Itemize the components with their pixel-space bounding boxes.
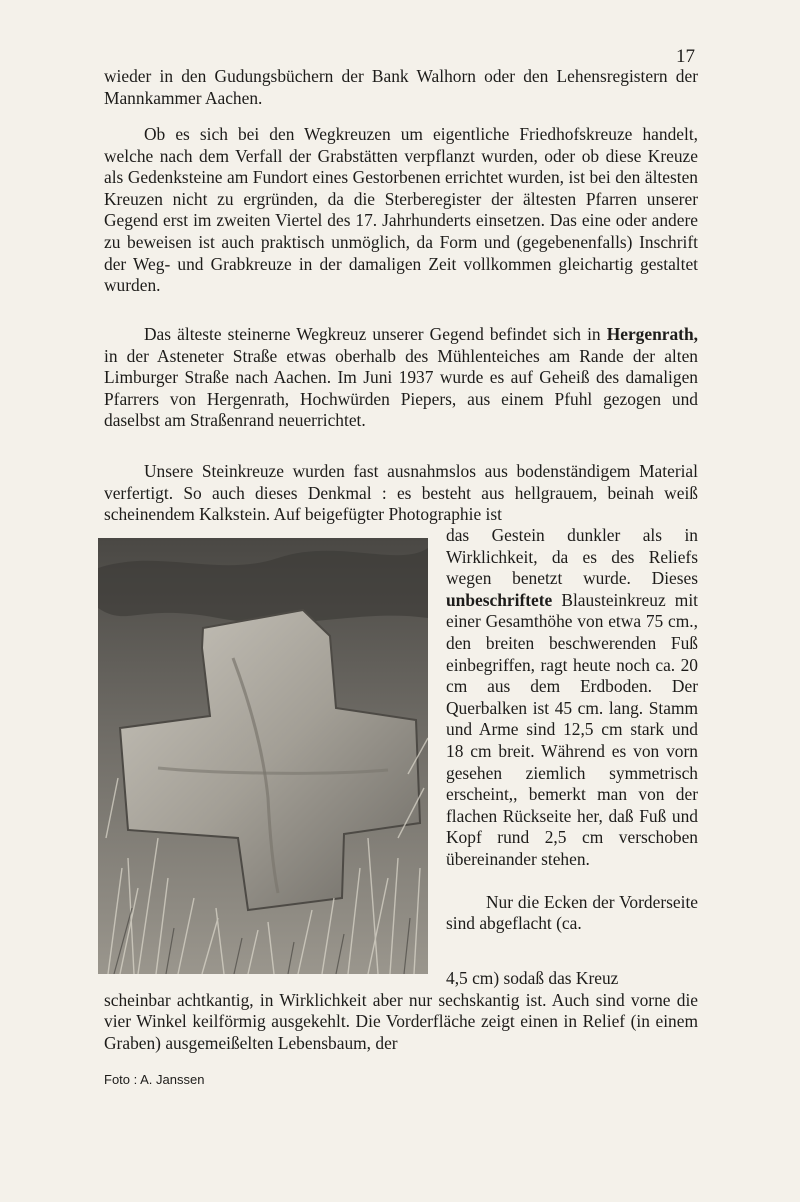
side-text-start: das Gestein dunkler als in Wirklichkeit, da es des Reliefs wegen benetzt wurde. Dieses [446, 525, 698, 589]
paragraph-3-end: in der Asteneter Straße etwas oberhalb des Mühlenteiches am Rande der alten Limburger Straße nach Aachen. Im Juni 1937 wurde es auf Geheiß des damaligen Pfarrers von Hergenrath, Hochwürden Piepers, aus einem Pfuhl gezogen und daselbst am Straßenrand neuerrichtet. [104, 345, 698, 431]
side-text-end: Blausteinkreuz mit einer Gesamthöhe von etwa 75 cm., den breiten beschwerenden Fuß einbegriffen, ragt heute noch ca. 20 cm aus dem Erdboden. Der Querbalken ist 45 cm. lang. Stamm und Arme sind 12,5 cm stark und 18 cm breit. Während es von vorn gesehen ziemlich symmetrisch erscheint,, bemerkt man von der flachen Rückseite her, daß Fuß und Kopf rund 2,5 cm verschoben übereinander stehen. [446, 589, 698, 869]
paragraph-2: Ob es sich bei den Wegkreuzen um eigentliche Friedhofskreuze handelt, welche nach dem Verfall der Grabstätten verpflanzt wurden, oder ob diese Kreuze als Gedenksteine am Fundort eines Gestorbenen errichtet wurden, ist bei den ältesten Kreuzen nicht zu ergründen, da die Sterberegister der ältesten Pfarren unserer Gegend erst im zweiten Viertel des 17. Jahrhunderts einsetzen. Das eine oder andere zu beweisen ist auch praktisch unmöglich, da Form und (gegebenenfalls) Inschrift der Weg- und Grabkreuze in der damaligen Zeit vollkommen gleichartig gestaltet wurden. [104, 124, 698, 296]
page-number: 17 [676, 46, 695, 67]
stone-cross-image [98, 538, 428, 974]
unbeschriftete-bold: unbeschriftete [446, 589, 553, 610]
side-column-text [446, 525, 698, 935]
paragraph-3 [104, 324, 698, 432]
photo-caption: Foto : A. Janssen [104, 1072, 205, 1087]
place-hergenrath: Hergenrath, [606, 324, 698, 344]
paragraph-4: Unsere Steinkreuze wurden fast ausnahmslos aus bodenständigem Material verfertigt. So auch dieses Denkmal : es besteht aus hellgrauem, beinah weiß scheinendem Kalkstein. Auf beigefügter Photographie ist [104, 461, 698, 525]
side-last-paragraph: Nur die Ecken der Vorderseite sind abgeflacht (ca. [446, 891, 698, 934]
bottom-paragraph [104, 968, 698, 1054]
side-paragraph [446, 525, 698, 871]
stone-cross-photo [98, 538, 428, 974]
paragraph-3-start: Das älteste steinerne Wegkreuz unserer Gegend befindet sich in [144, 324, 607, 344]
paragraph-1: wieder in den Gudungsbüchern der Bank Walhorn oder den Lehensregistern der Mannkammer Aachen. [104, 66, 698, 108]
bottom-first-line: 4,5 cm) sodaß das Kreuz [446, 968, 619, 988]
bottom-rest: scheinbar achtkantig, in Wirklichkeit aber nur sechskantig ist. Auch sind vorne die vier Winkel keilförmig ausgekehlt. Die Vorderfläche zeigt einen in Relief (in einem Graben) ausgemeißelten Lebensbaum, der [104, 989, 698, 1053]
